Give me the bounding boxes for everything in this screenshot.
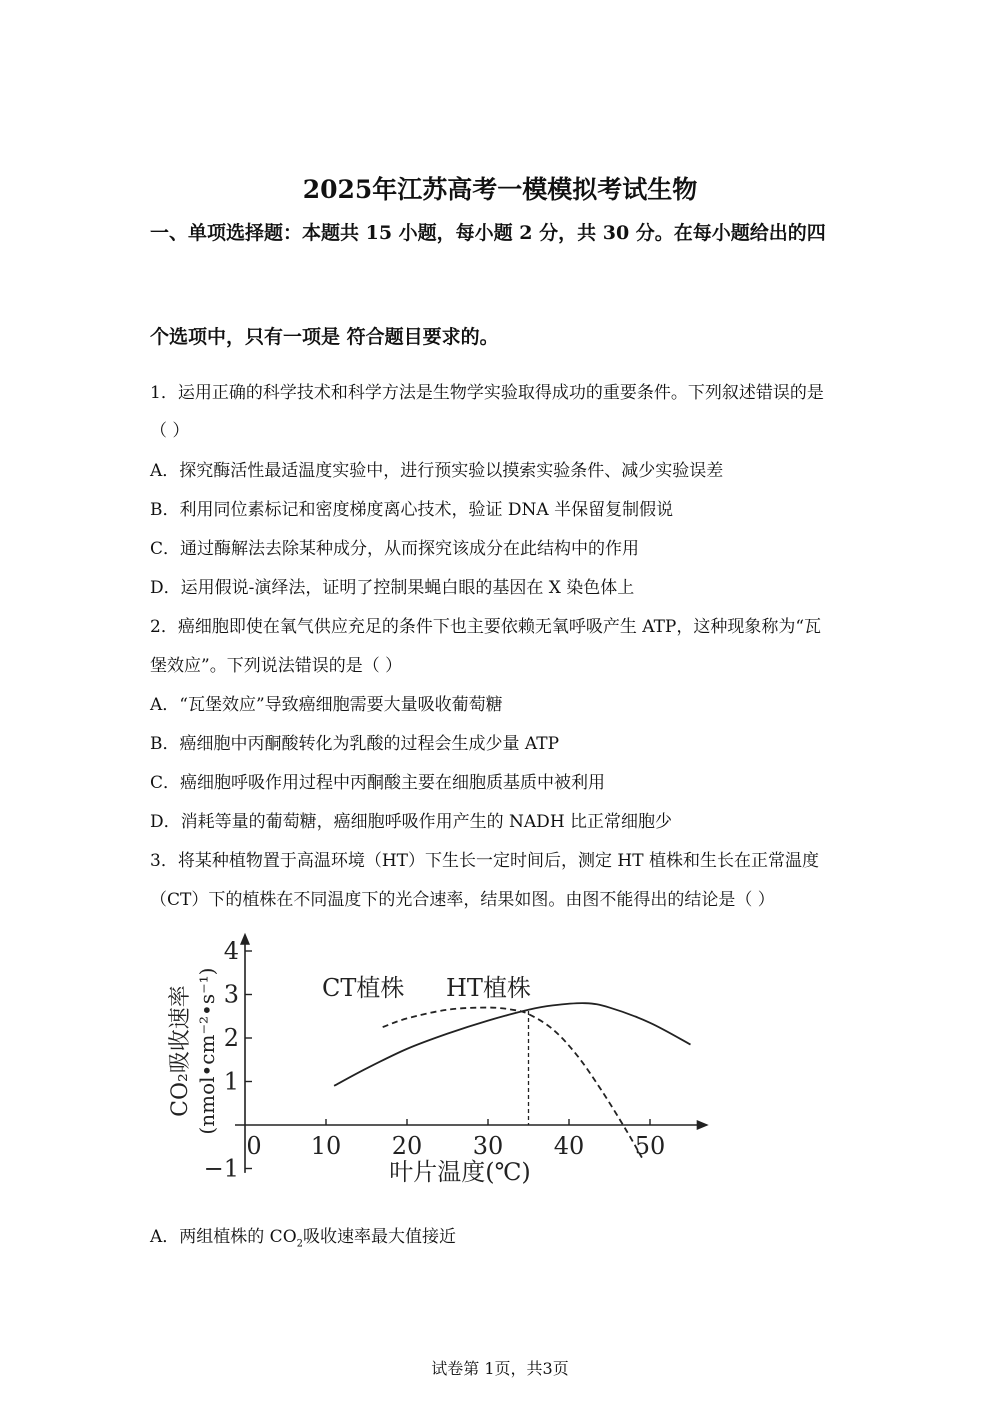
x-axis-label: 叶片温度(℃) [389, 1158, 531, 1186]
q2-option-d: D．消耗等量的葡萄糖，癌细胞呼吸作用产生的 NADH 比正常细胞少 [150, 812, 673, 832]
x-tick-label: 40 [553, 1132, 585, 1160]
x-axis-arrow [697, 1120, 709, 1130]
y-tick-label: 4 [223, 937, 239, 965]
q1-option-c: C．通过酶解法去除某种成分，从而探究该成分在此结构中的作用 [150, 539, 640, 559]
q1-option-d: D．运用假说-演绎法，证明了控制果蝇白眼的基因在 X 染色体上 [150, 578, 635, 598]
q2-option-a: A．“瓦堡效应”导致癌细胞需要大量吸收葡萄糖 [150, 695, 503, 715]
q3-option-a [150, 1222, 456, 1249]
q3-option-a-subscript: 2 [296, 1238, 303, 1250]
y-tick-label: 1 [223, 1067, 239, 1096]
q2-stem-line1: 2．癌细胞即使在氧气供应充足的条件下也主要依赖无氧呼吸产生 ATP，这种现象称为“瓦 [150, 617, 822, 637]
q3-option-a-suffix: 吸收速率最大值接近 [303, 1227, 456, 1247]
y-tick-label: −1 [203, 1154, 239, 1183]
y-axis-arrow [240, 933, 250, 945]
q1-option-b: B．利用同位素标记和密度梯度离心技术，验证 DNA 半保留复制假说 [150, 500, 674, 520]
y-tick-label: 3 [223, 980, 239, 1009]
section-heading-line2: 个选项中，只有一项是 符合题目要求的。 [150, 326, 499, 348]
q1-stem-line2: （ ） [150, 421, 190, 441]
q1-option-a: A．探究酶活性最适温度实验中，进行预实验以摸索实验条件、减少实验误差 [150, 461, 724, 481]
chart-ticks [204, 937, 666, 1183]
q1-stem-line1: 1．运用正确的科学技术和科学方法是生物学实验取得成功的重要条件。下列叙述错误的是 [150, 383, 824, 403]
y-tick-label: 2 [223, 1024, 239, 1052]
x-tick-label: 10 [310, 1132, 342, 1160]
page-title: 2025年江苏高考一模模拟考试生物 [302, 175, 698, 204]
q3-stem-line1: 3．将某种植物置于高温环境（HT）下生长一定时间后，测定 HT 植株和生长在正常温度 [150, 851, 819, 871]
series-label-ct: CT植株 [322, 974, 405, 1002]
q2-option-b: B．癌细胞中丙酮酸转化为乳酸的过程会生成少量 ATP [150, 734, 560, 754]
section-heading-line1: 一、单项选择题：本题共 15 小题，每小题 2 分，共 30 分。在每小题给出的四 [150, 222, 826, 244]
x-tick-label: 20 [391, 1132, 423, 1160]
q3-stem-line2: （CT）下的植株在不同温度下的光合速率，结果如图。由图不能得出的结论是（ ） [150, 890, 775, 910]
x-tick-label: 50 [634, 1132, 666, 1160]
page-footer: 试卷第 1页，共3页 [431, 1359, 569, 1378]
series-ht-line [334, 1003, 690, 1086]
x-tick-label: 30 [472, 1132, 504, 1160]
y-axis-label-line1: CO₂吸收速率 [168, 985, 193, 1117]
q3-option-a-prefix: A．两组植株的 CO [150, 1227, 297, 1247]
q2-option-c: C．癌细胞呼吸作用过程中丙酮酸主要在细胞质基质中被利用 [150, 773, 606, 793]
series-label-ht: HT植株 [446, 974, 531, 1002]
q2-stem-line2: 堡效应”。下列说法错误的是（ ） [150, 656, 403, 676]
y-axis-label-line2: (nmol•cm⁻²•s⁻¹) [195, 967, 219, 1135]
photosynthesis-chart [160, 930, 666, 1200]
x-tick-label: 0 [246, 1132, 262, 1160]
